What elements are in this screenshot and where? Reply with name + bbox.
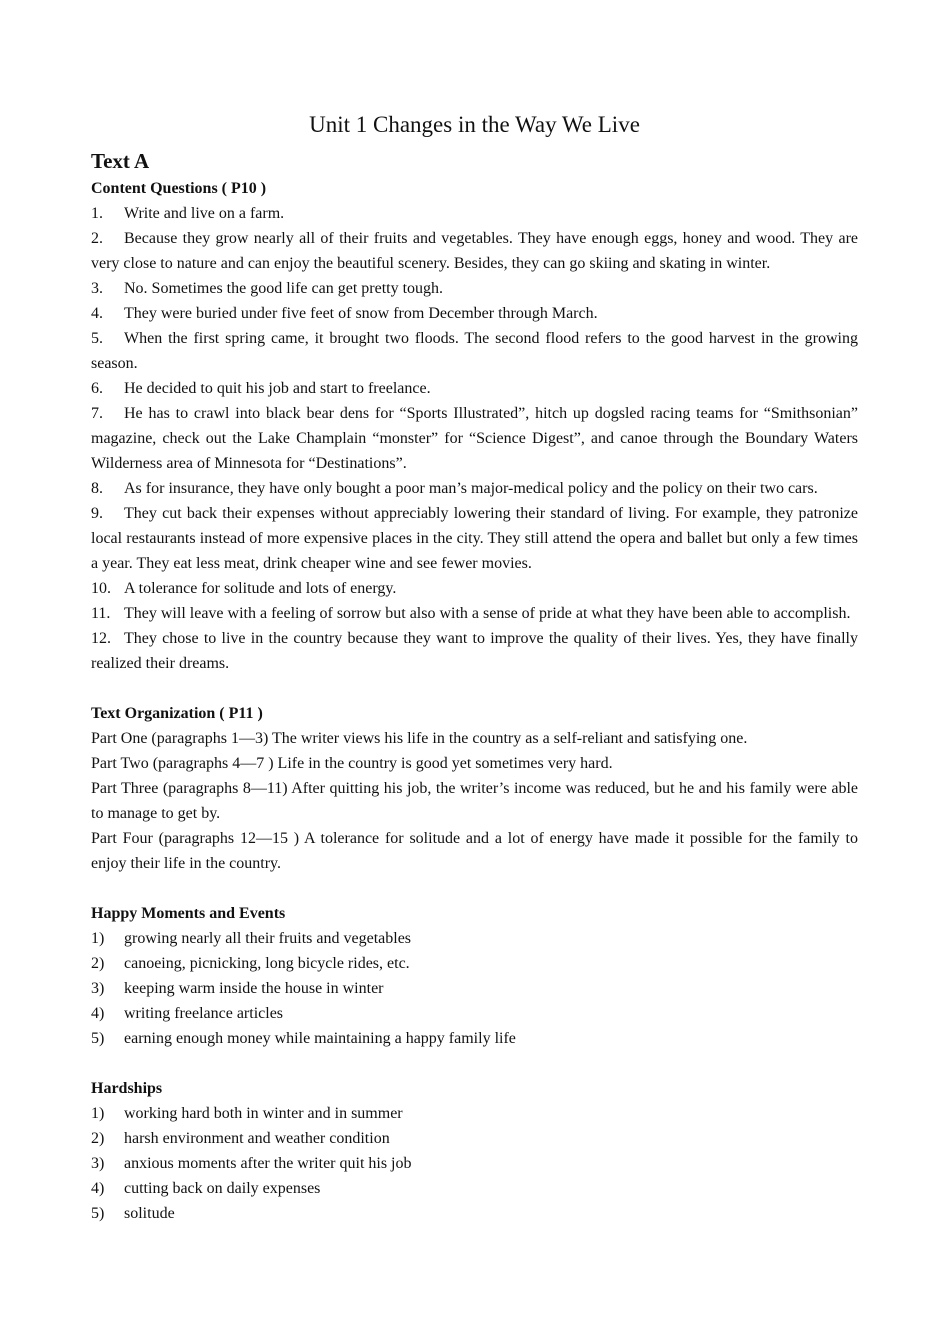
content-questions-heading: Content Questions ( P10 ) xyxy=(91,180,267,197)
list-item: 8. As for insurance, they have only bought a poor man’s major-medical policy and the policy on their two cars. xyxy=(91,480,818,497)
hardships-heading: Hardships xyxy=(91,1080,163,1097)
list-item: 6. He decided to quit his job and start to freelance. xyxy=(91,380,431,397)
list-item: Part Four (paragraphs 12—15 ) A tolerance for solitude and a lot of energy have made it possible for the family to enjoy their life in the country. xyxy=(91,830,858,872)
list-item: 4) cutting back on daily expenses xyxy=(91,1180,321,1197)
list-item: Part One (paragraphs 1—3) The writer views his life in the country as a self-reliant and satisfying one. xyxy=(91,730,748,747)
hardships-list xyxy=(91,1101,858,1226)
list-item: 5. When the first spring came, it brought two floods. The second flood refers to the good harvest in the growing season. xyxy=(91,330,858,372)
content-questions-list xyxy=(91,201,858,676)
spacer xyxy=(91,1051,858,1076)
list-item: Part Two (paragraphs 4—7 ) Life in the country is good yet sometimes very hard. xyxy=(91,755,613,772)
list-item: Part Three (paragraphs 8—11) After quitting his job, the writer’s income was reduced, but he and his family were able to manage to get by. xyxy=(91,780,858,822)
list-item: 2) canoeing, picnicking, long bicycle rides, etc. xyxy=(91,955,410,972)
list-item: 9. They cut back their expenses without appreciably lowering their standard of living. For example, they patronize local restaurants instead of more expensive places in the city. They still attend the opera and ballet but only a few times a year. They eat less meat, drink cheaper wine and see fewer movies. xyxy=(91,505,858,572)
list-item: 1. Write and live on a farm. xyxy=(91,205,285,222)
list-item: 1) working hard both in winter and in summer xyxy=(91,1105,403,1122)
list-item: 2. Because they grow nearly all of their fruits and vegetables. They have enough eggs, honey and wood. They are very close to nature and can enjoy the beautiful scenery. Besides, they can go skiing and skating in winter. xyxy=(91,230,858,272)
list-item: 2) harsh environment and weather condition xyxy=(91,1130,390,1147)
list-item: 5) solitude xyxy=(91,1205,175,1222)
list-item: 10. A tolerance for solitude and lots of energy. xyxy=(91,580,397,597)
section-title: Text A xyxy=(91,149,150,173)
list-item: 3) keeping warm inside the house in winter xyxy=(91,980,384,997)
list-item: 12. They chose to live in the country because they want to improve the quality of their lives. Yes, they have finally realized their dreams. xyxy=(91,630,858,672)
list-item: 3. No. Sometimes the good life can get pretty tough. xyxy=(91,280,444,297)
list-item: 4) writing freelance articles xyxy=(91,1005,284,1022)
list-item: 3) anxious moments after the writer quit his job xyxy=(91,1155,412,1172)
list-item: 7. He has to crawl into black bear dens for “Sports Illustrated”, hitch up dogsled racing teams for “Smithsonian” magazine, check out the Lake Champlain “monster” for “Science Digest”, and canoe through the Boundary Waters Wilderness area of Minnesota for “Destinations”. xyxy=(91,405,858,472)
list-item: 1) growing nearly all their fruits and vegetables xyxy=(91,930,412,947)
list-item: 11. They will leave with a feeling of sorrow but also with a sense of pride at what they have been able to accomplish. xyxy=(91,605,851,622)
page-title: Unit 1 Changes in the Way We Live xyxy=(309,112,640,137)
document-page xyxy=(91,108,858,1226)
list-item: 5) earning enough money while maintaining a happy family life xyxy=(91,1030,516,1047)
spacer xyxy=(91,876,858,901)
text-organization-list xyxy=(91,726,858,876)
happy-moments-list xyxy=(91,926,858,1051)
spacer xyxy=(91,676,858,701)
text-organization-heading: Text Organization ( P11 ) xyxy=(91,705,263,722)
happy-moments-heading: Happy Moments and Events xyxy=(91,905,286,922)
list-item: 4. They were buried under five feet of snow from December through March. xyxy=(91,305,598,322)
